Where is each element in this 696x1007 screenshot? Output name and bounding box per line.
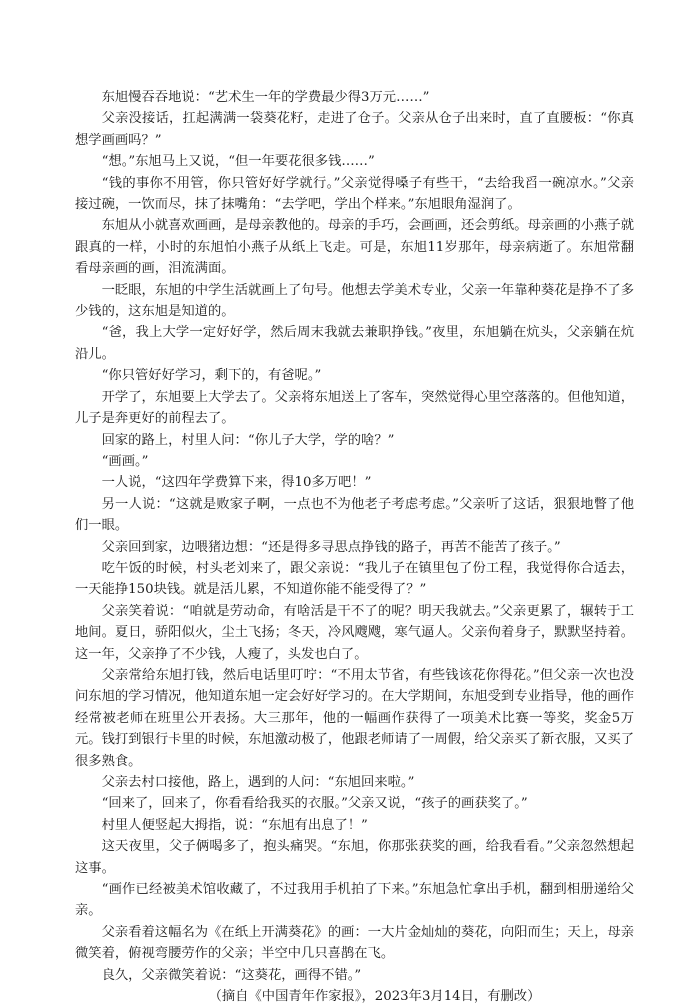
paragraph: 父亲去村口接他，路上，遇到的人问：“东旭回来啦。” — [101, 775, 415, 790]
paragraph: 父亲看着这幅名为《在纸上开满葵花》的画：一大片金灿灿的葵花，向阳而生；天上，母亲微笑着，俯视弯腰劳作的父亲；半空中几只喜鹊在飞。 — [75, 924, 634, 962]
paragraph: 村里人便竖起大拇指，说：“东旭有出息了！” — [101, 817, 368, 833]
paragraph: “你只管好好学习，剩下的，有爸呢。” — [101, 368, 322, 384]
paragraph: 吃午饭的时候，村头老刘来了，跟父亲说：“我儿子在镇里包了份工程，我觉得你合适去，一天能挣150块钱。就是活儿累，不知道你能不能受得了？” — [75, 560, 634, 598]
paragraph: “想。”东旭马上又说，“但一年要花很多钱……” — [101, 154, 375, 170]
paragraph: 良久，父亲微笑着说：“这葵花，画得不错。” — [101, 967, 362, 983]
paragraph: 一人说，“这四年学费算下来，得10多万吧！” — [101, 475, 372, 491]
paragraph: “钱的事你不用管，你只管好好学就行。”父亲觉得嗓子有些干，“去给我舀一碗凉水。”父亲接过碗，一饮而尽，抹了抹嘴角：“去学吧，学出个样来。”东旭眼角湿润了。 — [75, 175, 634, 213]
paragraph: “爸，我上大学一定好好学，然后周末我就去兼职挣钱。”夜里，东旭躺在炕头，父亲躺在炕沿儿。 — [75, 325, 634, 362]
paragraph: “回来了，回来了，你看看给我买的衣服。”父亲又说，“孩子的画获奖了。” — [101, 796, 528, 812]
paragraph: 东旭慢吞吞地说：“艺术生一年的学费最少得3万元……” — [101, 90, 430, 105]
source-citation: （摘自《中国青年作家报》，2023年3月14日，有删改） — [208, 989, 541, 1005]
paragraph: 东旭从小就喜欢画画，是母亲教他的。母亲的手巧，会画画，还会剪纸。母亲画的小燕子就跟真的一样，小时的东旭怕小燕子从纸上飞走。可是，东旭11岁那年，母亲病逝了。东旭常翻看母亲画的画，泪流满面。 — [75, 218, 634, 277]
paragraph: 另一人说：“这就是败家子啊，一点也不为他老子考虑考虑。”父亲听了这话，狠狠地瞥了他们一眼。 — [75, 496, 634, 534]
paragraph: 一眨眼，东旭的中学生活就画上了句号。他想去学美术专业，父亲一年靠种葵花是挣不了多少钱的，这东旭是知道的。 — [75, 282, 634, 320]
paragraph: 父亲回到家，边喂猪边想：“还是得多寻思点挣钱的路子，再苦不能苦了孩子。” — [101, 539, 561, 555]
article-body — [75, 87, 634, 986]
paragraph: 这天夜里，父子俩喝多了，抱头痛哭。“东旭，你那张获奖的画，给我看看。”父亲忽然想起这事。 — [75, 839, 634, 876]
paragraph: 父亲常给东旭打钱，然后电话里叮咛：“不用太节省，有些钱该花你得花。”但父亲一次也没问东旭的学习情况，他知道东旭一定会好好学习的。在大学期间，东旭受到专业指导，他的画作经常被老师在班里公开表扬。大三那年，他的一幅画作获得了一项美术比赛一等奖，奖金5万元。钱打到银行卡里的时候，东旭激动极了，他跟老师请了一周假，给父亲买了新衣服，又买了很多熟食。 — [75, 667, 634, 769]
paragraph: 开学了，东旭要上大学去了。父亲将东旭送上了客车，突然觉得心里空落落的。但他知道，儿子是奔更好的前程去了。 — [75, 389, 634, 427]
paragraph: “画作已经被美术馆收藏了，不过我用手机拍了下来。”东旭急忙拿出手机，翻到相册递给父亲。 — [75, 882, 634, 919]
paragraph: 父亲笑着说：“咱就是劳动命，有啥活是干不了的呢？明天我就去。”父亲更累了，辗转于工地间。夏日，骄阳似火，尘土飞扬；冬天，冷风飕飕，寒气逼人。父亲佝着身子，默默坚持着。这一年，父亲挣了不少钱，人瘦了，头发也白了。 — [75, 603, 634, 662]
paragraph: 父亲没接话，扛起满满一袋葵花籽，走进了仓子。父亲从仓子出来时，直了直腰板：“你真想学画画吗？” — [75, 111, 634, 148]
paragraph: 回家的路上，村里人问：“你儿子大学，学的啥？” — [101, 432, 395, 448]
paragraph: “画画。” — [101, 453, 149, 469]
